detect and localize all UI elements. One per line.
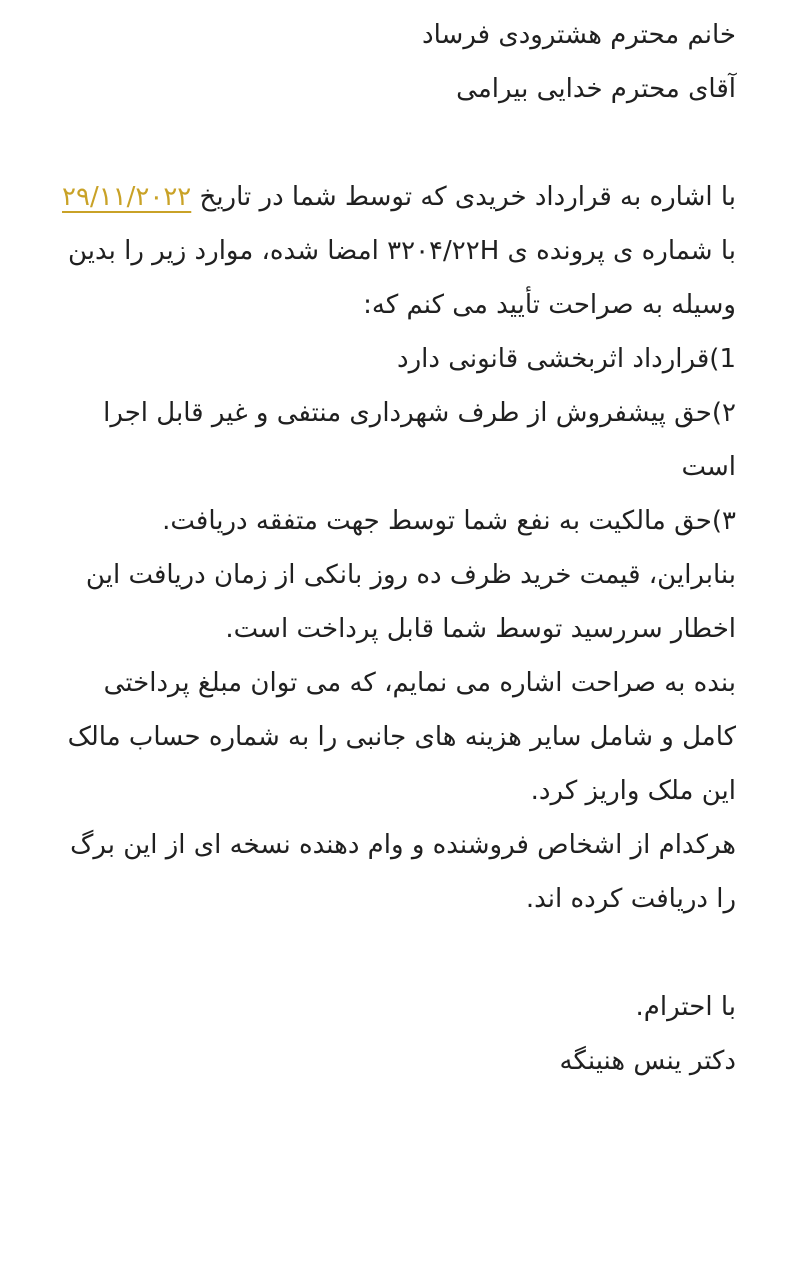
copies-paragraph: هرکدام از اشخاص فروشنده و وام دهنده نسخه ای از این برگ را دریافت کرده اند. (70, 830, 736, 914)
intro-text-before-date: با اشاره به قرارداد خریدی که توسط شما در تاریخ (191, 182, 736, 212)
blank-line (44, 926, 736, 980)
intro-paragraph (44, 170, 736, 332)
list-item-3: ۳)حق مالکیت به نفع شما توسط جهت متفقه دریافت. (162, 506, 736, 536)
signature-text: دکتر ینس هنینگه (559, 1046, 736, 1076)
closing-text: با احترام. (635, 992, 736, 1022)
recipient-line-1: خانم محترم هشترودی فرساد (422, 20, 736, 50)
list-item-1: 1)قرارداد اثربخشی قانونی دارد (397, 344, 736, 374)
message-body (44, 8, 736, 1088)
contract-date-link[interactable]: ۲۹/۱۱/۲۰۲۲ (62, 182, 192, 212)
payment-paragraph: بنده به صراحت اشاره می نمایم، که می توان مبلغ پرداختی کامل و شامل سایر هزینه های جانبی را به شماره حساب مالک این ملک واریز کرد. (67, 668, 736, 806)
intro-text-after-date: با شماره ی پرونده ی ۳۲۰۴/۲۲H امضا شده، موارد زیر را بدین وسیله به صراحت تأیید می کنم که: (67, 236, 736, 320)
therefore-paragraph: بنابراین، قیمت خرید ظرف ده روز بانکی از زمان دریافت این اخطار سررسید توسط شما قابل پرداخت است. (85, 560, 736, 644)
recipient-line-2: آقای محترم خدایی بیرامی (456, 74, 736, 104)
blank-line (44, 116, 736, 170)
list-item-2: ۲)حق پیشفروش از طرف شهرداری منتفی و غیر قابل اجرا است (103, 398, 736, 482)
